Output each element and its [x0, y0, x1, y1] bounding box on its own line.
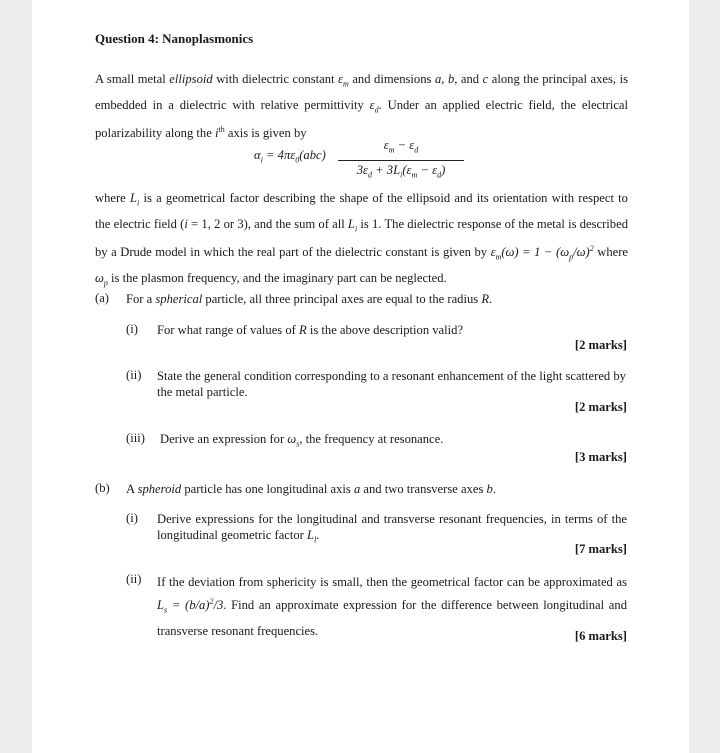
part-a-label: (a): [95, 291, 109, 305]
part-b-ii-marks: [6 marks]: [574, 629, 627, 643]
part-a-i-marks: [2 marks]: [574, 338, 627, 352]
part-b-i-label: (i): [126, 511, 138, 525]
part-a-text: For a spherical particle, all three principal axes are equal to the radius R.: [126, 292, 493, 306]
part-a-iii-marks: [3 marks]: [574, 450, 627, 464]
part-b-i-marks: [7 marks]: [574, 542, 627, 556]
question-page: [32, 0, 689, 753]
part-a-ii-text: State the general condition corresponding to a resonant enhancement of the light scattered by the metal particle.: [157, 369, 626, 399]
part-a-ii-label: (ii): [126, 368, 142, 382]
intro-paragraph: A small metal ellipsoid with dielectric constant $\varepsilon_m$ and dimensions a, b, and c along the principal axes, is embedded in a dielectric with relative permittivity $\varepsilon_d$. Under an applied electric field, the electrical polarizability along the $i^{th}$ axis is given by: [95, 72, 628, 141]
part-b-i-text: Derive expressions for the longitudinal and transverse resonant frequencies, in terms of the longitudinal geometric factor $L_l$.: [157, 512, 627, 545]
part-b-ii-label: (ii): [126, 572, 142, 586]
definition-paragraph: where $L_i$ is a geometrical factor describing the shape of the ellipsoid and its orientation with respect to the electric field (i = 1, 2 or 3), and the sum of all $L_i$ is 1. The dielectric response of the metal is described by a Drude model in which the real part of the dielectric constant is given by $\varepsilon_m(\omega) = 1 - (\omega_p/\omega)^2$ where $\omega_p$ is the plasmon frequency, and the imaginary part can be neglected.: [95, 191, 628, 288]
part-a-iii-label: (iii): [126, 431, 145, 445]
part-b-ii-text: If the deviation from sphericity is small, then the geometrical factor can be approximated as $L_s = (b/a)^2/3$. Find an approximate expression for the difference between longitudinal and transverse resonant frequencies.: [157, 575, 627, 638]
question-title: Question 4: Nanoplasmonics: [95, 31, 254, 46]
polarizability-equation: $\alpha_i = 4\pi\varepsilon_0(abc)$ $\varepsilon_m - \varepsilon_d$ $3\varepsilon_d + 3L_i(\varepsilon_m - \varepsilon_d)$: [254, 137, 474, 179]
part-b-label: (b): [95, 481, 110, 495]
part-a-iii-text: Derive an expression for $\omega_s$, the frequency at resonance.: [160, 432, 444, 449]
part-a-i-label: (i): [126, 322, 138, 336]
part-a-i-text: For what range of values of R is the above description valid?: [157, 323, 464, 337]
part-a-ii-marks: [2 marks]: [574, 400, 627, 414]
part-b-text: A spheroid particle has one longitudinal axis a and two transverse axes b.: [126, 482, 496, 496]
